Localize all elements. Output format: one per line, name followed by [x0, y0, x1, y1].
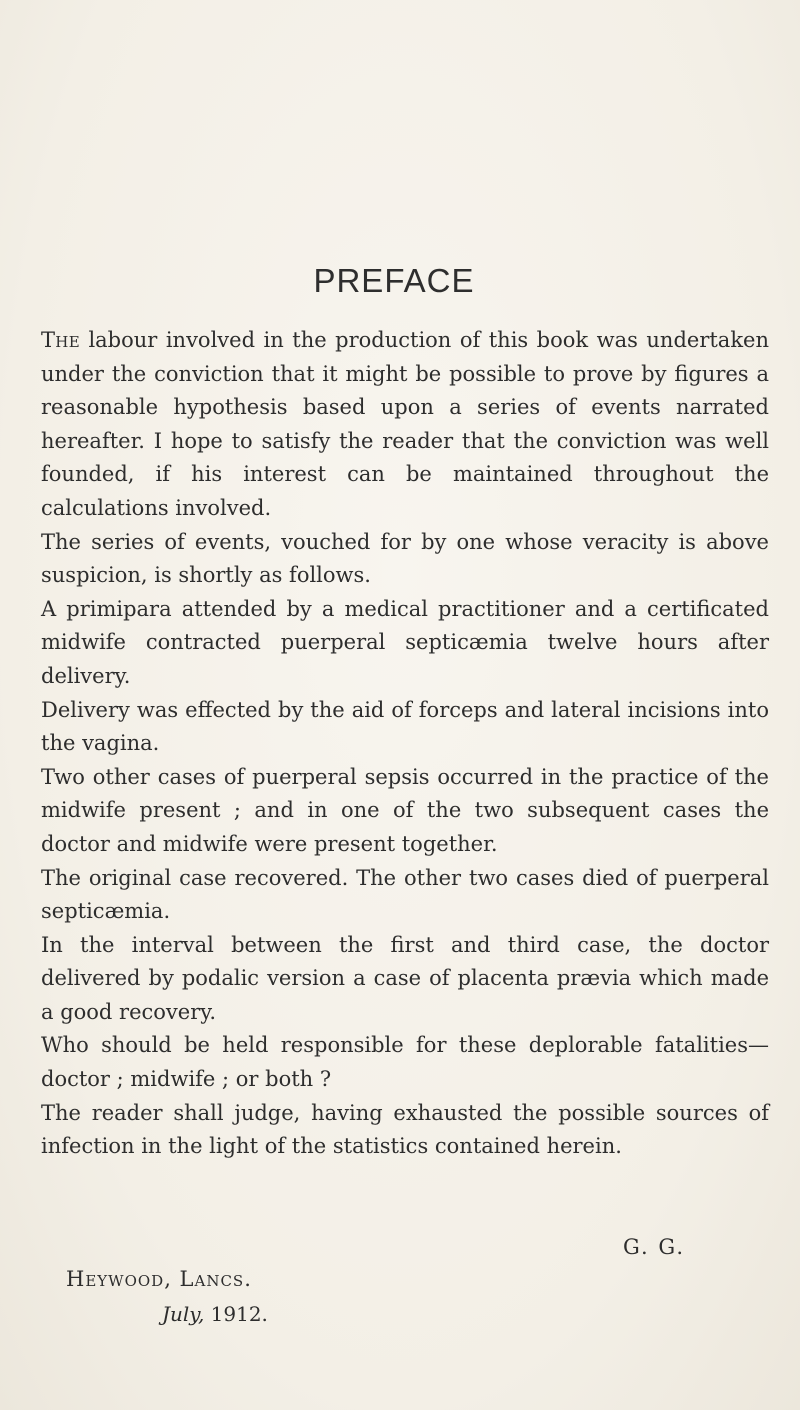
paragraph-lead-word: The [41, 328, 80, 352]
paragraph-9: The reader shall judge, having exhausted the possible sources of infection in the light of the statistics contained herein. [41, 1100, 769, 1159]
date-year: 1912. [204, 1302, 268, 1326]
paragraph-text: labour involved in the production of this book was undertaken under the conviction that it might be possible to prove by figures a reasonable hypothesis based upon a series of events narrated hereafter. I hope to satisfy the reader that the conviction was well founded, if his interest can be maintained throughout the calculations involved. [41, 328, 769, 520]
paragraph-1 [41, 324, 769, 526]
paragraph-8: Who should be held responsible for these deplorable fatalities—doctor ; midwife ; or both ? [41, 1033, 769, 1092]
paragraph-5: Two other cases of puerperal sepsis occurred in the practice of the midwife present ; and in one of the two subsequent cases the doctor and midwife were present together. [41, 764, 769, 856]
page-title: PREFACE [313, 262, 475, 299]
paragraph-3: A primipara attended by a medical practitioner and a certificated midwife contracted puerperal septicæmia twelve hours after delivery. [41, 596, 769, 688]
paragraph-6: The original case recovered. The other two cases died of puerperal septicæmia. [41, 865, 769, 924]
author-initials: G. G. [623, 1235, 686, 1259]
date-line [162, 1302, 268, 1326]
date-month: July, [162, 1302, 205, 1326]
paragraph-2: The series of events, vouched for by one whose veracity is above suspicion, is shortly as follows. [41, 529, 769, 588]
place-line: Heywood, Lancs. [66, 1267, 252, 1291]
preface-body [41, 324, 769, 1164]
paragraph-4: Delivery was effected by the aid of forceps and lateral incisions into the vagina. [41, 697, 769, 756]
paragraph-7: In the interval between the first and third case, the doctor delivered by podalic version a case of placenta prævia which made a good recovery. [41, 932, 769, 1024]
